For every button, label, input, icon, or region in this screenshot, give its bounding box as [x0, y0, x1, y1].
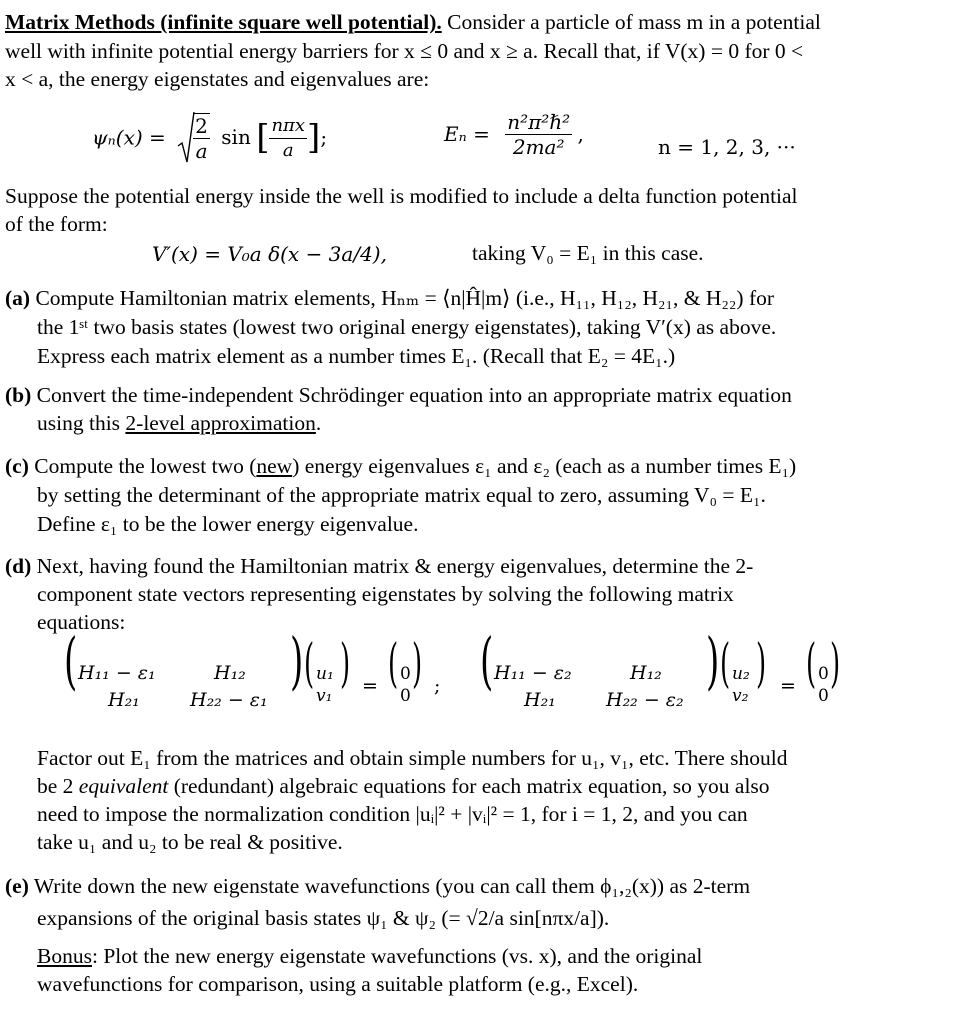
- intro-line-2: well with infinite potential energy barriers for x ≤ 0 and x ≥ a. Recall that, if V(x) = 0 for 0 <: [5, 39, 804, 63]
- part-d-line-6: need to impose the normalization condition |uᵢ|² + |vᵢ|² = 1, for i = 1, 2, and you can: [37, 802, 748, 826]
- part-d-line-4: Factor out E₁ from the matrices and obtain simple numbers for u₁, v₁, etc. There should: [37, 746, 788, 770]
- sine-argument: $\frac{\text{nπx}}{a}$: [271, 114, 306, 161]
- part-c-line-2: by setting the determinant of the appropriate matrix equal to zero, assuming V₀ = E₁.: [37, 483, 766, 507]
- part-c-line-3: Define ε₁ to be the lower energy eigenvalue.: [37, 512, 419, 536]
- wavefunction-equation: ψₙ(x) = $\frac{2}{a}$ sin [ $\frac{\text{nπx}}{a}$ ];: [92, 110, 327, 166]
- delta-line-1: Suppose the potential energy inside the well is modified to include a delta function potential: [5, 184, 798, 208]
- part-a-line-3: Express each matrix element as a number times E₁. (Recall that E₂ = 4E₁.): [37, 344, 676, 368]
- part-d-line-5: be 2 equivalent (redundant) algebraic equations for each matrix equation, so you also: [37, 774, 770, 798]
- part-c-label: (c): [5, 454, 29, 478]
- bonus-label: Bonus: [37, 944, 92, 968]
- part-b-label: (b): [5, 383, 32, 407]
- part-e-line-3: Bonus: Plot the new energy eigenstate wavefunctions (vs. x), and the original: [37, 944, 703, 968]
- part-e-line-1: (e) Write down the new eigenstate wavefunctions (you can call them ϕ₁,₂(x)) as 2-term: [5, 874, 751, 898]
- delta-potential-equation: V′(x) = V₀a δ(x − 3a/4),: [152, 242, 387, 266]
- part-d-label: (d): [5, 554, 32, 578]
- matrix-equation-1: ( H₁₁ − ε₁ H₁₂ H₂₁ H₂₂ − ε₁ ) ( u₁ v₁ ) = ( 0 0 ) ;: [64, 624, 441, 711]
- sqrt-2-over-a: $\frac{2}{a}$: [177, 110, 210, 166]
- delta-taking: taking V₀ = E₁ in this case.: [472, 241, 704, 265]
- energy-equation: Eₙ = $\frac{\text{n²π²ℏ²}}{\text{2ma²}}$ ,: [444, 110, 584, 159]
- n-range: n = 1, 2, 3, ···: [658, 135, 796, 159]
- part-a-line-2: the 1ˢᵗ two basis states (lowest two original energy eigenstates), taking V′(x) as above.: [37, 315, 777, 339]
- part-b-line-2: using this 2-level approximation.: [37, 411, 322, 435]
- part-e-label: (e): [5, 874, 29, 898]
- part-e-line-4: wavefunctions for comparison, using a suitable platform (e.g., Excel).: [37, 972, 639, 996]
- delta-line-2: of the form:: [5, 212, 108, 236]
- problem-title: Matrix Methods (infinite square well potential).: [5, 10, 442, 34]
- part-d-line-2: component state vectors representing eigenstates by solving the following matrix: [37, 582, 734, 606]
- intro-line-3: x < a, the energy eigenstates and eigenvalues are:: [5, 67, 430, 91]
- intro-line-1: Matrix Methods (infinite square well potential). Consider a particle of mass m in a potential: [5, 10, 821, 34]
- part-c-line-1: (c) Compute the lowest two (new) energy eigenvalues ε₁ and ε₂ (each as a number times E₁): [5, 454, 797, 478]
- part-e-line-2: expansions of the original basis states ψ₁ & ψ₂ (= √2/a sin[nπx/a]).: [37, 906, 610, 930]
- part-d-line-7: take u₁ and u₂ to be real & positive.: [37, 830, 343, 854]
- part-d-line-3: equations:: [37, 610, 126, 634]
- part-b-line-1: (b) Convert the time-independent Schrödinger equation into an appropriate matrix equation: [5, 383, 792, 407]
- matrix-equation-2: ( H₁₁ − ε₂ H₁₂ H₂₁ H₂₂ − ε₂ ) ( u₂ v₂ ) = ( 0 0 ): [480, 624, 841, 711]
- part-a-line-1: (a) Compute Hamiltonian matrix elements, Hₙₘ = ⟨n|Ĥ|m⟩ (i.e., H₁₁, H₁₂, H₂₁, & H₂₂) for: [5, 286, 775, 310]
- part-a-label: (a): [5, 286, 31, 310]
- part-d-line-1: (d) Next, having found the Hamiltonian matrix & energy eigenvalues, determine the 2-: [5, 554, 754, 578]
